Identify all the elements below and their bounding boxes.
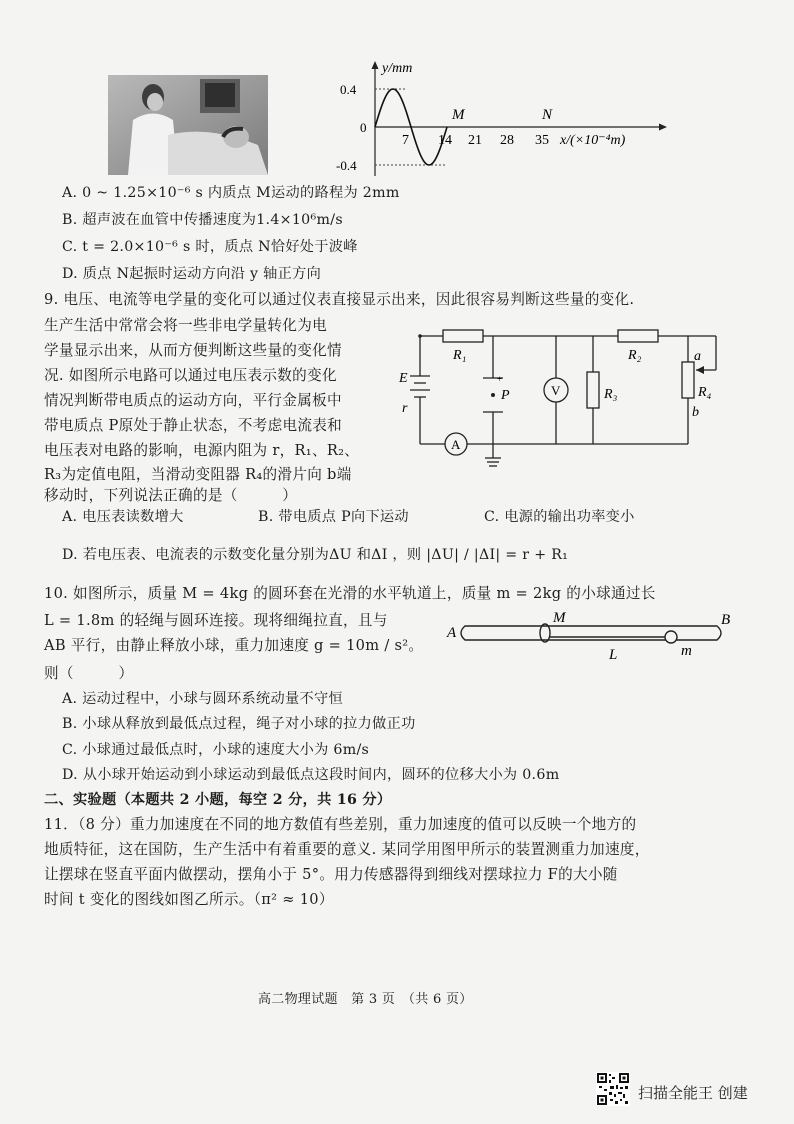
- q8-option-a: A. 0 ~ 1.25×10⁻⁶ s 内质点 M运动的路程为 2mm: [62, 185, 400, 201]
- x-tick-7: 7: [402, 133, 409, 148]
- q11-line2: 地质特征，这在国防，生产生活中有着重要的意义. 某同学用图甲所示的装置测重力加速度，: [44, 841, 650, 858]
- ball-label-m: m: [681, 643, 692, 659]
- q10-stem-line2: L = 1.8m 的轻绳与圆环连接。现将细绳拉直，且与: [44, 612, 388, 629]
- section-2-heading: 二、实验题（本题共 2 小题，每空 2 分，共 16 分）: [44, 792, 392, 808]
- q9-option-b: B. 带电质点 P向下运动: [258, 509, 409, 525]
- label-p: P: [501, 388, 510, 403]
- label-r1: R₁: [453, 348, 467, 363]
- q10-stem-line1: 10. 如图所示，质量 M = 4kg 的圆环套在光滑的水平轨道上，质量 m = 2kg 的小球通过长: [44, 585, 656, 602]
- q8-option-b: B. 超声波在血管中传播速度为1.4×10⁶m/s: [62, 212, 343, 228]
- circuit-diagram: [398, 320, 728, 470]
- q11-line4: 时间 t 变化的图线如图乙所示。（π² ≈ 10）: [44, 891, 334, 908]
- point-m-label: M: [452, 107, 465, 123]
- wave-graph: [330, 56, 670, 181]
- q9-stem-line7: 电压表对电路的影响，电源内阻为 r，R₁、R₂、: [44, 442, 360, 459]
- camscanner-watermark: 扫描全能王 创建: [638, 1084, 748, 1102]
- q9-option-c: C. 电源的输出功率变小: [484, 509, 635, 525]
- y-axis-label: y/mm: [382, 61, 413, 76]
- rope-label-l: L: [609, 647, 618, 663]
- q9-option-d: D. 若电压表、电流表的示数变化量分别为ΔU 和ΔI ，则 |ΔU| / |ΔI| = r + R₁: [62, 547, 569, 563]
- y-tick-neg: -0.4: [336, 158, 357, 173]
- q9-stem-line6: 带电质点 P原处于静止状态，不考虑电流表和: [44, 417, 343, 434]
- q10-stem-line4: 则（ ）: [44, 665, 134, 682]
- voltmeter-label: V: [551, 383, 561, 398]
- y-tick-pos: 0.4: [340, 82, 357, 97]
- q8-option-c: C. t = 2.0×10⁻⁶ s 时，质点 N恰好处于波峰: [62, 239, 358, 255]
- y-tick-zero: 0: [360, 120, 367, 135]
- q9-stem-line1: 9. 电压、电流等电学量的变化可以通过仪表直接显示出来，因此很容易判断这些量的变化.: [44, 291, 635, 308]
- label-b: b: [692, 405, 699, 420]
- x-tick-28: 28: [500, 133, 514, 148]
- label-r: r: [402, 401, 408, 416]
- label-a: a: [694, 349, 701, 364]
- q10-stem-line3: AB 平行，由静止释放小球，重力加速度 g = 10m / s²。: [44, 637, 424, 654]
- label-r4: R₄: [698, 385, 712, 400]
- ultrasound-photo: [108, 75, 268, 175]
- q10-option-c: C. 小球通过最低点时，小球的速度大小为 6m/s: [62, 742, 370, 758]
- q10-option-a: A. 运动过程中，小球与圆环系统动量不守恒: [62, 691, 343, 707]
- point-n-label: N: [542, 107, 553, 123]
- svg-text:+: +: [497, 374, 503, 384]
- q11-line1: 11．（8 分）重力加速度在不同的地方数值有些差别，重力加速度的值可以反映一个地方的: [44, 816, 637, 833]
- q9-stem-line2: 生产生活中常常会将一些非电学量转化为电: [44, 317, 327, 334]
- label-e: E: [399, 371, 408, 386]
- q8-option-d: D. 质点 N起振时运动方向沿 y 轴正方向: [62, 266, 322, 282]
- q9-option-a: A. 电压表读数增大: [62, 509, 184, 525]
- rail-diagram: [445, 606, 745, 666]
- x-axis-label: x/(×10⁻⁴m): [560, 133, 626, 148]
- x-tick-35: 35: [535, 133, 549, 148]
- q9-stem-line9: 移动时，下列说法正确的是（ ）: [44, 487, 298, 504]
- label-r2: R₂: [628, 348, 642, 363]
- ammeter-label: A: [451, 437, 461, 452]
- q9-stem-line5: 情况判断带电质点的运动方向，平行金属板中: [44, 392, 342, 409]
- label-r3: R₃: [604, 387, 618, 402]
- qr-code-icon: [596, 1072, 630, 1106]
- q9-stem-line3: 学量显示出来，从而方便判断这些量的变化情: [44, 342, 342, 359]
- ring-label-m: M: [553, 610, 566, 626]
- page-footer: 高二物理试题 第 3 页 （共 6 页）: [258, 992, 473, 1007]
- q10-option-b: B. 小球从释放到最低点过程，绳子对小球的拉力做正功: [62, 716, 416, 732]
- q10-option-d: D. 从小球开始运动到小球运动到最低点这段时间内，圆环的位移大小为 0.6m: [62, 767, 560, 783]
- q9-stem-line8: R₃为定值电阻，当滑动变阻器 R₄的滑片向 b端: [44, 466, 352, 483]
- q9-stem-line4: 况. 如图所示电路可以通过电压表示数的变化: [44, 367, 337, 384]
- rail-label-b: B: [721, 612, 731, 628]
- x-tick-14: 14: [438, 133, 452, 148]
- x-tick-21: 21: [468, 133, 482, 148]
- q11-line3: 让摆球在竖直平面内做摆动，摆角小于 5°。用力传感器得到细线对摆球拉力 F的大小随: [44, 866, 618, 883]
- rail-label-a: A: [447, 625, 457, 641]
